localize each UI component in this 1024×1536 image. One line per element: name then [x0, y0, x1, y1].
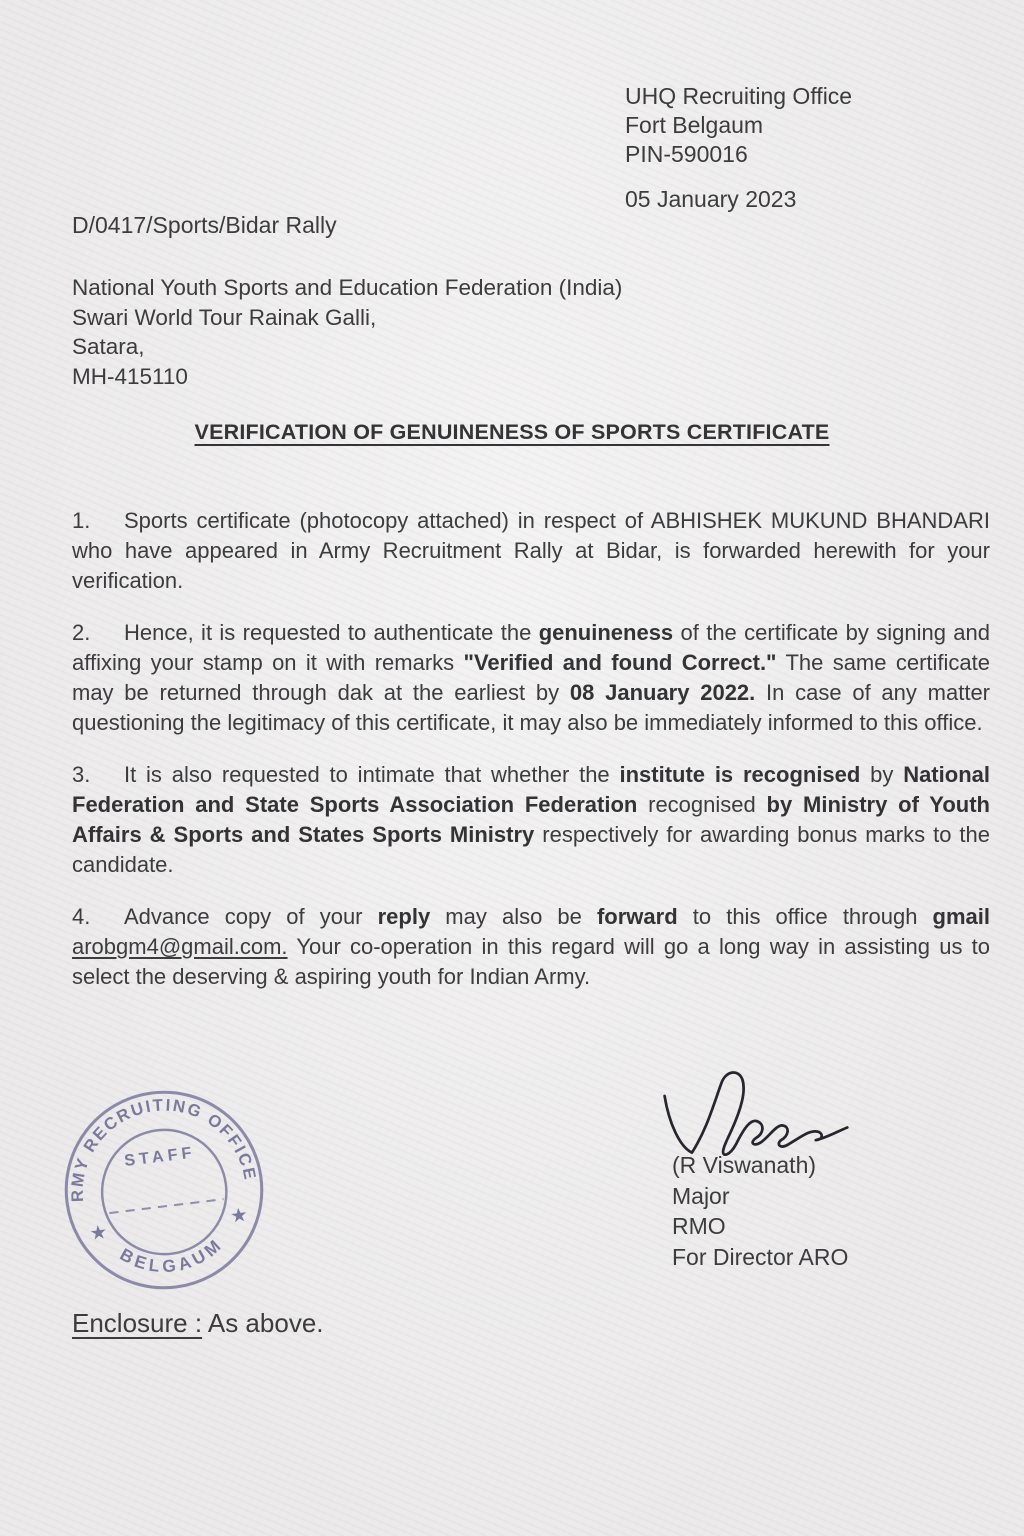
- signatory-rank: Major: [672, 1182, 730, 1209]
- addressee-line: MH-415110: [72, 363, 188, 389]
- paragraph-text: Your co-operation in this regard will go a long way in assisting us to select the deserving & aspiring youth for Indian Army.: [72, 934, 990, 989]
- paragraph-number: 1.: [72, 508, 91, 533]
- letter-date: 05 January 2023: [625, 186, 797, 212]
- body-paragraph-2: [72, 618, 990, 738]
- sender-location: Fort Belgaum: [625, 112, 764, 138]
- signatory-name: (R Viswanath): [672, 1152, 817, 1178]
- paragraph-text: to this office through: [677, 904, 933, 929]
- stamp-arc-top-text: RMY RECRUITING OFFICE: [67, 1095, 261, 1203]
- body-paragraph-4: [72, 902, 990, 992]
- paragraph-text: may also be: [430, 904, 597, 929]
- signatory-for-line: For Director ARO: [672, 1243, 849, 1270]
- body-paragraph-3: [72, 760, 990, 880]
- stamp-dashed-line: [109, 1199, 223, 1213]
- paragraph-text: forward: [596, 904, 678, 929]
- paragraph-text: Sports certificate (photocopy attached) in respect of ABHISHEK MUKUND BHANDARI who have appeared in Army Recruitment Rally at Bidar, is forwarded herewith for your verification.: [72, 508, 990, 593]
- reference-number: D/0417/Sports/Bidar Rally: [72, 212, 337, 238]
- stamp-left-star-icon: ★: [88, 1221, 109, 1246]
- paragraph-number: 3.: [72, 762, 91, 787]
- office-stamp: [52, 1078, 276, 1302]
- body-paragraphs: [72, 506, 990, 1014]
- paragraph-text: genuineness: [538, 620, 674, 645]
- paragraph-text: respectively for awarding bonus marks to the candidate.: [72, 822, 990, 877]
- svg-text:RMY RECRUITING OFFICE: [56, 1084, 260, 1204]
- paragraph-text: of the certificate by signing and affixing your stamp on it with remarks: [72, 620, 990, 675]
- signatory-appointment: RMO: [672, 1213, 726, 1239]
- body-paragraph-1: [72, 506, 990, 596]
- paragraph-text: gmail: [932, 904, 990, 929]
- stamp-staff-text: STAFF: [123, 1143, 197, 1171]
- paragraph-text: It is also requested to intimate that whether the: [124, 762, 620, 787]
- enclosure-value: As above.: [202, 1308, 324, 1338]
- paragraph-text: Advance copy of your: [124, 904, 378, 929]
- stamp-right-star-icon: ★: [229, 1203, 249, 1228]
- paragraph-number: 4.: [72, 904, 91, 929]
- paragraph-text: by Ministry of Youth Affairs & Sports and States Sports Ministry: [72, 792, 990, 847]
- paragraph-text: reply: [377, 904, 431, 929]
- sender-office: UHQ Recruiting Office: [625, 83, 853, 109]
- signature-block: [672, 1150, 848, 1272]
- enclosure-label: Enclosure :: [72, 1308, 203, 1338]
- paragraph-text: National Federation and State Sports Association Federation: [72, 762, 990, 817]
- paragraph-text: recognised: [637, 792, 767, 817]
- addressee-line: Swari World Tour Rainak Galli,: [72, 304, 377, 330]
- letter-title: VERIFICATION OF GENUINENESS OF SPORTS CERTIFICATE: [194, 420, 830, 444]
- paragraph-text: In case of any matter questioning the legitimacy of this certificate, it may also be immediately informed to this office.: [72, 680, 991, 735]
- paragraph-text: The same certificate may be returned through dak at the earliest by: [72, 650, 990, 705]
- signature-stroke: [665, 1072, 848, 1154]
- paragraph-text: by: [860, 762, 904, 787]
- paragraph-text: arobgm4@gmail.com.: [72, 934, 288, 959]
- addressee-line: Satara,: [72, 334, 145, 359]
- paragraph-text: 08 January 2022.: [569, 680, 756, 705]
- letter-title-row: [0, 420, 1024, 445]
- addressee-block: [72, 273, 622, 391]
- sender-address-block: [625, 82, 852, 169]
- stamp-arc-bottom-text: BELGAUM: [116, 1233, 228, 1277]
- paragraph-text: Hence, it is requested to authenticate the: [124, 620, 539, 645]
- paragraph-number: 2.: [72, 620, 91, 645]
- enclosure-line: [72, 1308, 324, 1339]
- paragraph-text: "Verified and found Correct.": [463, 650, 777, 675]
- paragraph-text: institute is recognised: [619, 762, 861, 787]
- addressee-line: National Youth Sports and Education Federation (India): [72, 275, 623, 300]
- sender-pin: PIN-590016: [625, 141, 748, 167]
